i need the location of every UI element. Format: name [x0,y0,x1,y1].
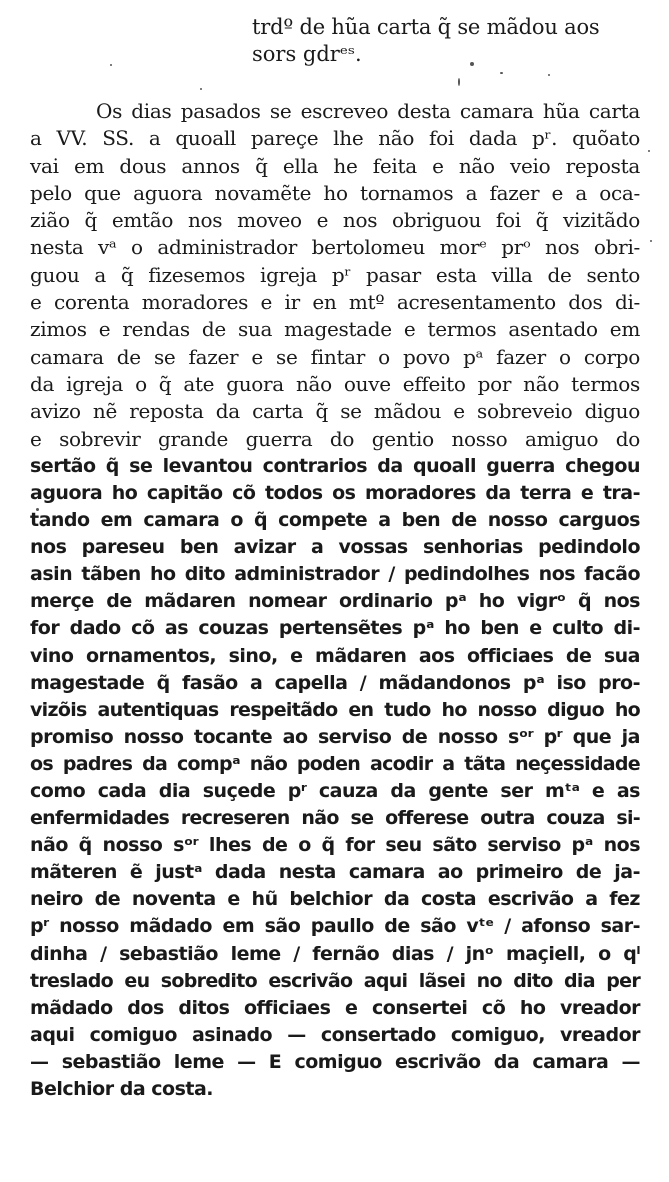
text-line: vino ornamentos, sino, e mãdaren aos officiaes de sua [30,644,640,667]
text-line: zião q̃ emtão nos moveo e nos obriguou foi q̃ vizitãdo [30,208,640,233]
text-line: promiso nosso tocante ao serviso de nosso sᵒʳ pʳ que ja [30,725,640,748]
heading-line: trdº de hũa carta q̃ se mãdou aos [252,15,600,39]
regular-text-block [30,98,640,453]
text-line: tando em camara o q̃ compete a ben de nosso carguos [30,509,640,532]
text-line: neiro de noventa e hũ belchior da costa escrivão a fez [30,888,640,911]
text-line: zimos e rendas de sua magestade e termos asentado em [30,317,640,342]
scan-speckle [648,150,650,152]
text-line: a VV. SS. a quoall pareçe lhe não foi dada pʳ. quõato [30,126,640,151]
text-line: Belchior da costa. [30,1078,214,1101]
heading-line: sors gdrᵉˢ. [252,42,362,66]
document-heading [252,14,632,68]
text-line: asin tãben ho dito administrador / pedindolhes nos facão [30,563,640,586]
text-line: magestade q̃ fasão a capella / mãdandonos pᵃ iso pro- [30,671,640,694]
text-line: e corenta moradores e ir en mtº acresentamento dos di- [30,290,640,315]
text-line: mãteren ẽ justᵃ dada nesta camara ao primeiro de ja- [30,861,640,884]
text-line: e sobrevir grande guerra do gentio nosso amiguo do [30,426,640,451]
text-line: mãdado dos ditos officiaes e consertei cõ ho vreador [30,996,640,1019]
bold-text-block [30,453,640,1103]
text-line: treslado eu sobredito escrivão aqui lãsei no dito dia per [30,969,640,992]
text-line: da igreja o q̃ ate guora não ouve effeito por não termos [30,371,640,396]
document-body [30,98,640,1103]
text-line: — sebastião leme — E comiguo escrivão da camara — [30,1050,640,1073]
text-line: sertão q̃ se levantou contrarios da quoall guerra chegou [30,454,640,477]
text-line: nos pareseu ben avizar a vossas senhorias pedindolo [30,536,640,559]
text-line: pelo que aguora novamẽte ho tornamos a fazer e a oca- [30,180,640,205]
text-line: dinha / sebastião leme / fernão dias / jnᵒ maçiell, o qˡ [30,942,640,965]
text-line: vizõis autentiquas respeitãdo en tudo ho nosso diguo ho [30,698,640,721]
text-line: como cada dia suçede pʳ cauza da gente ser mᵗᵃ e as [30,779,640,802]
scan-speckle [500,72,503,74]
text-line: merçe de mãdaren nomear ordinario pᵃ ho vigrᵒ q̃ nos [30,590,640,613]
text-line: guou a q̃ fizesemos igreja pʳ pasar esta villa de sento [30,262,640,287]
scan-speckle [110,64,112,66]
text-line: os padres da compᵃ não poden acodir a tãta neçessidade [30,752,640,775]
text-line: camara de se fazer e se fintar o povo pᵃ fazer o corpo [30,344,640,369]
text-line: enfermidades recreseren não se offerese outra couza si- [30,807,640,830]
scan-speckle [200,88,202,90]
scan-speckle [470,62,474,66]
text-line: aqui comiguo asinado — consertado comiguo, vreador [30,1023,640,1046]
scan-speckle [458,78,460,86]
text-line: for dado cõ as couzas pertensẽtes pᵃ ho ben e culto di- [30,617,640,640]
text-line: nesta vᵃ o administrador bertolomeu morᵉ prᵒ nos obri- [30,235,640,260]
text-line: aguora ho capitão cõ todos os moradores da terra e tra- [30,481,640,504]
scan-speckle [548,74,550,76]
text-line: vai em dous annos q̃ ella he feita e não veio reposta [30,153,640,178]
text-line: avizo nẽ reposta da carta q̃ se mãdou e sobreveio diguo [30,399,640,424]
scan-speckle [650,240,652,242]
text-line: não q̃ nosso sᵒʳ lhes de o q̃ for seu sãto serviso pᵃ nos [30,834,640,857]
text-line: pʳ nosso mãdado em são paullo de são vᵗᵉ / afonso sar- [30,915,640,938]
text-line: Os dias pasados se escreveo desta camara hũa carta [96,99,640,123]
